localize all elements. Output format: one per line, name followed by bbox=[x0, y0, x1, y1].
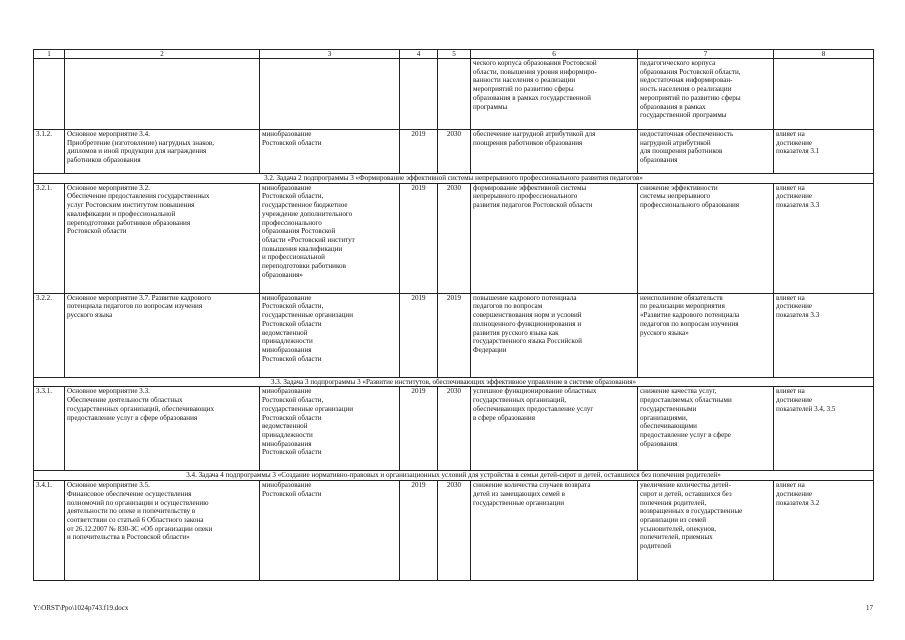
cell-number: 3.4.1. bbox=[34, 481, 65, 581]
table-header-row bbox=[34, 50, 874, 59]
cell-measure: Основное мероприятие 3.2. Обеспечение предоставления государственных услуг Ростовским институтом повышения квалификации и профессиональной переподготовки работников образования Ростовской области bbox=[65, 183, 260, 293]
cell-measure: Основное мероприятие 3.7. Развитие кадрового потенциала педагогов по вопросам изучения русского языка bbox=[65, 293, 260, 377]
cell-indicator-link: влияет на достижение показателя 3.1 bbox=[774, 130, 874, 174]
table-row bbox=[34, 130, 874, 174]
header-cell-expected-result: 6 bbox=[471, 50, 638, 59]
cell-executor: минобразование Ростовской области bbox=[260, 130, 400, 174]
cell-consequences: неисполнение обязательств по реализации мероприятия «Развитие кадрового потенциала педагогов по вопросам изучения русского языка» bbox=[638, 293, 774, 377]
cell-expected-result: повышение кадрового потенциала педагогов по вопросам совершенствования норм и условий полноценного функционирования и развития русского языка как государственного языка Российской Федерации bbox=[471, 293, 638, 377]
cell-measure: Основное мероприятие 3.3. Обеспечение деятельности областных государственных организаций, обеспечивающих предоставление услуг в сфере образования bbox=[65, 387, 260, 471]
cell-indicator-link: влияет на достижение показателя 3.2 bbox=[774, 481, 874, 581]
cell-expected-result: снижение количества случаев возврата детей из замещающих семей в государственные организации bbox=[471, 481, 638, 581]
cell-indicator-link: влияет на достижение показателя 3.3 bbox=[774, 293, 874, 377]
cell-end-year: 2030 bbox=[438, 183, 471, 293]
cell-executor: минобразование Ростовской области, государственное бюджетное учреждение дополнительного профессионального образования Ростовской области «Ростовский институт повышения квалификации и профессиональной переподготовки работников образования» bbox=[260, 183, 400, 293]
header-cell-end-year: 5 bbox=[438, 50, 471, 59]
cell-number: 3.2.1. bbox=[34, 183, 65, 293]
cell-end-year: 2019 bbox=[438, 293, 471, 377]
cell-consequences: увеличение количества детей- сирот и детей, оставшихся без попечения родителей, возвращенных в государственные организации из семей усыновителей, опекунов, попечителей, приемных родителей bbox=[638, 481, 774, 581]
header-cell-measure: 2 bbox=[65, 50, 260, 59]
header-cell-indicator-link: 8 bbox=[774, 50, 874, 59]
table-row bbox=[34, 387, 874, 471]
cell-start-year: 2019 bbox=[400, 183, 438, 293]
cell-indicator-link: влияет на достижение показателей 3.4, 3.5 bbox=[774, 387, 874, 471]
cell-number: 3.2.2. bbox=[34, 293, 65, 377]
table-row bbox=[34, 293, 874, 377]
section-row bbox=[34, 377, 874, 387]
cell-start-year bbox=[400, 59, 438, 130]
cell-measure: Основное мероприятие 3.5. Финансовое обеспечение осуществления полномочий по организации и осуществлению деятельности по опеке и попечительству в соответствии со статьей 6 Областного закона от 26.12.2007 № 830-ЗС «Об организации опеки и попечительства в Ростовской области» bbox=[65, 481, 260, 581]
cell-consequences: снижение качества услуг, предоставляемых областными государственными организациями, обеспечивающими предоставление услуг в сфере образования bbox=[638, 387, 774, 471]
cell-executor bbox=[260, 59, 400, 130]
cell-expected-result: обеспечение нагрудной атрибутикой для поощрения работников образования bbox=[471, 130, 638, 174]
measures-table bbox=[33, 49, 874, 581]
table-row bbox=[34, 59, 874, 130]
cell-indicator-link bbox=[774, 59, 874, 130]
section-row bbox=[34, 174, 874, 184]
section-title: 3.2. Задача 2 подпрограммы 3 «Формирование эффективной системы непрерывного профессионального развития педагогов» bbox=[34, 174, 874, 184]
cell-start-year: 2019 bbox=[400, 293, 438, 377]
cell-end-year bbox=[438, 59, 471, 130]
cell-measure bbox=[65, 59, 260, 130]
table-row bbox=[34, 183, 874, 293]
cell-end-year: 2030 bbox=[438, 130, 471, 174]
section-title: 3.3. Задача 3 подпрограммы 3 «Развитие институтов, обеспечивающих эффективное управление в системе образования» bbox=[34, 377, 874, 387]
cell-consequences: недостаточная обеспеченность нагрудной атрибутикой для поощрения работников образования bbox=[638, 130, 774, 174]
cell-indicator-link: влияет на достижение показателя 3.3 bbox=[774, 183, 874, 293]
cell-number: 3.1.2. bbox=[34, 130, 65, 174]
cell-number: 3.3.1. bbox=[34, 387, 65, 471]
header-cell-executor: 3 bbox=[260, 50, 400, 59]
footer-file-path: Y:\ORST\Ppo\1024p743.f19.docx bbox=[33, 604, 129, 612]
cell-start-year: 2019 bbox=[400, 481, 438, 581]
cell-executor: минобразование Ростовской области, государственные организации Ростовской области ведомственной принадлежности минобразования Ростовской области bbox=[260, 293, 400, 377]
cell-consequences: снижение эффективности системы непрерывного профессионального образования bbox=[638, 183, 774, 293]
cell-expected-result: ческого корпуса образования Ростовской области, повышения уровня информиро- ванности населения о реализации мероприятий по развитию сферы образования в рамках государственной программы bbox=[471, 59, 638, 130]
cell-executor: минобразование Ростовской области bbox=[260, 481, 400, 581]
cell-start-year: 2019 bbox=[400, 130, 438, 174]
header-cell-number: 1 bbox=[34, 50, 65, 59]
section-title: 3.4. Задача 4 подпрограммы 3 «Создание нормативно-правовых и организационных условий для устройства в семьи детей-сирот и детей, оставшихся без попечения родителей» bbox=[34, 471, 874, 481]
cell-expected-result: формирование эффективной системы непрерывного профессионального развития педагогов Ростовской области bbox=[471, 183, 638, 293]
cell-consequences: педагогического корпуса образования Ростовской области, недостаточная информирован- ность населения о реализации мероприятий по развитию сферы образования в рамках государственной программы bbox=[638, 59, 774, 130]
cell-end-year: 2030 bbox=[438, 387, 471, 471]
header-cell-consequences: 7 bbox=[638, 50, 774, 59]
table-row bbox=[34, 481, 874, 581]
cell-executor: минобразование Ростовской области, государственные организации Ростовской области ведомственной принадлежности минобразования Ростовской области bbox=[260, 387, 400, 471]
page-number: 17 bbox=[866, 604, 873, 612]
header-cell-start-year: 4 bbox=[400, 50, 438, 59]
cell-measure: Основное мероприятие 3.4. Приобретение (изготовление) нагрудных знаков, дипломов и иной продукции для награждения работников образования bbox=[65, 130, 260, 174]
section-row bbox=[34, 471, 874, 481]
cell-start-year: 2019 bbox=[400, 387, 438, 471]
cell-end-year: 2030 bbox=[438, 481, 471, 581]
cell-number bbox=[34, 59, 65, 130]
cell-expected-result: успешное функционирование областных государственных организаций, обеспечивающих предоставление услуг в сфере образования bbox=[471, 387, 638, 471]
